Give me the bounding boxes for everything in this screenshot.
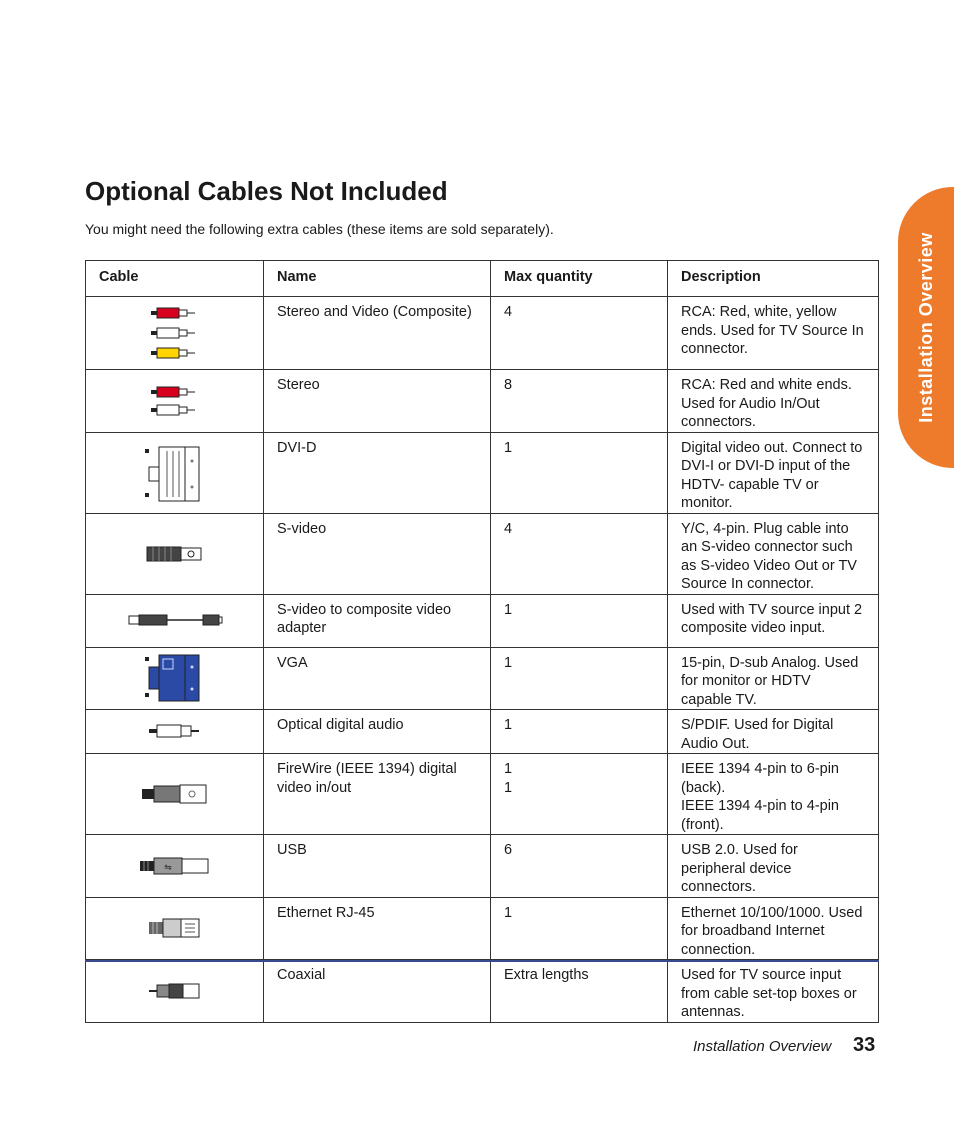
cable-description: S/PDIF. Used for Digital Audio Out. xyxy=(668,710,879,754)
cable-quantity: 6 xyxy=(491,835,668,898)
cable-quantity: 1 xyxy=(491,897,668,960)
cable-image-cell xyxy=(86,432,264,513)
footer-section-title: Installation Overview xyxy=(693,1038,832,1055)
cable-description: IEEE 1394 4-pin to 4-pin (front). xyxy=(681,798,839,833)
cable-description: Ethernet 10/100/1000. Used for broadband Internet connection. xyxy=(668,897,879,960)
table-row xyxy=(86,754,879,835)
header-max-quantity: Max quantity xyxy=(491,261,668,297)
cable-quantity: 1 xyxy=(491,647,668,710)
cable-quantity: 4 xyxy=(491,297,668,370)
cable-name: DVI-D xyxy=(264,432,491,513)
cable-name: Coaxial xyxy=(264,960,491,1023)
dvi-d-connector-icon xyxy=(143,443,207,503)
vga-connector-icon xyxy=(143,653,207,703)
cable-description-cell xyxy=(668,754,879,835)
page-title: Optional Cables Not Included xyxy=(85,176,448,206)
table-row xyxy=(86,960,879,1023)
cable-name: Stereo xyxy=(264,370,491,433)
header-description: Description xyxy=(668,261,879,297)
cable-description: RCA: Red, white, yellow ends. Used for TV Source In connector. xyxy=(668,297,879,370)
ethernet-rj45-connector-icon xyxy=(145,916,205,940)
cable-quantity: 4 xyxy=(491,513,668,594)
cable-description: 15-pin, D-sub Analog. Used for monitor or HDTV capable TV. xyxy=(668,647,879,710)
cable-image-cell xyxy=(86,594,264,647)
cable-image-cell xyxy=(86,754,264,835)
cable-description: Used for TV source input from cable set-top boxes or antennas. xyxy=(668,960,879,1023)
s-video-connector-icon xyxy=(145,544,205,564)
side-tab-label-box xyxy=(898,187,954,468)
cable-description: Used with TV source input 2 composite video input. xyxy=(668,594,879,647)
svg-text:⇋: ⇋ xyxy=(163,862,172,873)
cable-description: RCA: Red and white ends. Used for Audio In/Out connectors. xyxy=(668,370,879,433)
cable-description: IEEE 1394 4-pin to 6-pin (back). xyxy=(681,761,839,796)
s-video-adapter-icon xyxy=(127,612,223,628)
cable-name: Stereo and Video (Composite) xyxy=(264,297,491,370)
optical-audio-connector-icon xyxy=(145,723,205,739)
cable-description: Y/C, 4-pin. Plug cable into an S-video connector such as S-video Video Out or TV Source In connector. xyxy=(668,513,879,594)
cable-name: VGA xyxy=(264,647,491,710)
cable-quantity: 1 xyxy=(491,594,668,647)
cables-table xyxy=(85,260,879,1023)
bottom-rule xyxy=(85,960,879,962)
table-row xyxy=(86,835,879,898)
cable-image-cell xyxy=(86,297,264,370)
cable-name: S-video xyxy=(264,513,491,594)
firewire-connector-icon xyxy=(140,783,210,805)
cable-quantity: 1 xyxy=(491,432,668,513)
cable-name: Ethernet RJ-45 xyxy=(264,897,491,960)
table-row xyxy=(86,594,879,647)
cable-name: FireWire (IEEE 1394) digital video in/out xyxy=(264,754,491,835)
rca-composite-cable-icon xyxy=(145,303,205,363)
cable-quantity: Extra lengths xyxy=(491,960,668,1023)
cable-description: Digital video out. Connect to DVI-I or DVI-D input of the HDTV- capable TV or monitor. xyxy=(668,432,879,513)
cable-image-cell xyxy=(86,960,264,1023)
cable-quantity-cell xyxy=(491,754,668,835)
cable-name: Optical digital audio xyxy=(264,710,491,754)
table-row xyxy=(86,710,879,754)
header-cable: Cable xyxy=(86,261,264,297)
cable-name: S-video to composite video adapter xyxy=(264,594,491,647)
table-row xyxy=(86,897,879,960)
cable-name: USB xyxy=(264,835,491,898)
rca-stereo-cable-icon xyxy=(145,383,205,419)
cable-image-cell xyxy=(86,370,264,433)
table-header-row xyxy=(86,261,879,297)
side-tab-label: Installation Overview xyxy=(915,232,936,423)
cable-quantity: 1 xyxy=(504,761,513,777)
header-name: Name xyxy=(264,261,491,297)
cable-description: USB 2.0. Used for peripheral device connectors. xyxy=(668,835,879,898)
cable-image-cell xyxy=(86,647,264,710)
page-number: 33 xyxy=(853,1034,876,1056)
table-row xyxy=(86,513,879,594)
table-row xyxy=(86,370,879,433)
table-row xyxy=(86,647,879,710)
cable-image-cell xyxy=(86,835,264,898)
cable-image-cell xyxy=(86,710,264,754)
usb-connector-icon xyxy=(138,855,212,877)
cable-quantity: 1 xyxy=(491,710,668,754)
table-row xyxy=(86,297,879,370)
cable-quantity: 1 xyxy=(504,779,513,796)
cable-quantity: 8 xyxy=(491,370,668,433)
cable-image-cell xyxy=(86,513,264,594)
side-tab xyxy=(898,187,954,468)
table-row xyxy=(86,432,879,513)
cable-image-cell xyxy=(86,897,264,960)
intro-text: You might need the following extra cables (these items are sold separately). xyxy=(85,221,554,237)
coaxial-connector-icon xyxy=(145,981,205,1001)
